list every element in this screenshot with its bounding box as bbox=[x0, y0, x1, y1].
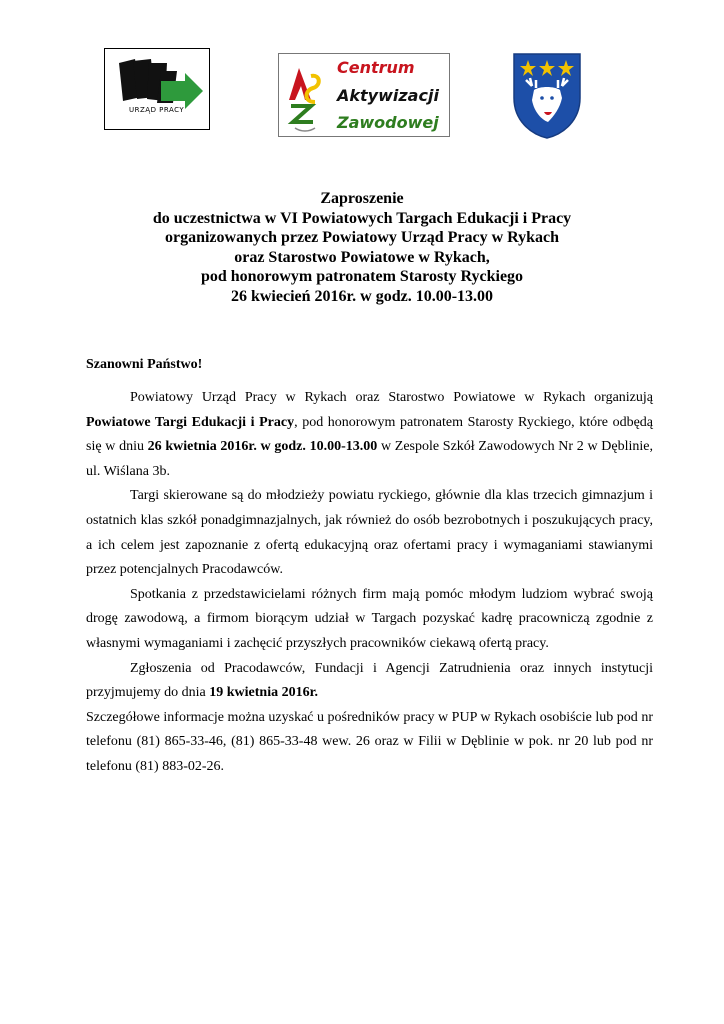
p4-deadline: 19 kwietnia 2016r. bbox=[209, 685, 319, 701]
p4-text-a: Zgłoszenia od Pracodawców, Fundacji i Agencji Zatrudnienia oraz innych instytucji przyjmujemy do dnia bbox=[86, 660, 653, 701]
title-line: organizowanych przez Powiatowy Urząd Pracy w Rykach bbox=[164, 229, 560, 246]
title-line: Zaproszenie bbox=[320, 190, 404, 207]
letter-body bbox=[86, 386, 653, 780]
p1-text-c: , pod honorowym patronatem Starosty Ryckiego, które odbędą się w dniu bbox=[86, 414, 653, 455]
title-line: 26 kwiecień 2016r. w godz. 10.00-13.00 bbox=[230, 287, 494, 305]
paragraph-4 bbox=[86, 657, 653, 706]
paragraph-3: Spotkania z przedstawicielami różnych firm mają pomóc młodym ludziom wybrać swoją drogę zawodową, a firmom biorącym udział w Targach pozyskać kadrę pracowniczą zgodnie z własnymi wymaganiami i zachęcić przyszłych pracowników ciekawą ofertą pracy. bbox=[86, 586, 653, 651]
caz-word-aktywizacji: Aktywizacji bbox=[337, 86, 439, 105]
title-line: pod honorowym patronatem Starosty Ryckiego bbox=[200, 268, 524, 285]
urzad-pracy-logo bbox=[104, 48, 210, 130]
caz-emblem-icon bbox=[281, 56, 333, 136]
caz-word-zawodowej: Zawodowej bbox=[337, 113, 439, 132]
coat-of-arms-deer-icon bbox=[510, 50, 584, 140]
p1-text-a: Powiatowy Urząd Pracy w Rykach oraz Starostwo Powiatowe w Rykach organizują bbox=[130, 390, 653, 405]
caz-word-centrum: Centrum bbox=[337, 58, 415, 77]
title-line: do uczestnictwa w VI Powiatowych Targach Edukacji i Pracy bbox=[152, 209, 572, 227]
urzad-pracy-label: URZĄD PRACY bbox=[129, 106, 185, 114]
greeting: Szanowni Państwo! bbox=[86, 357, 203, 372]
p1-event-name: Powiatowe Targi Edukacji i Pracy bbox=[86, 414, 295, 430]
caz-logo bbox=[278, 53, 450, 137]
title-line: oraz Starostwo Powiatowe w Rykach, bbox=[234, 248, 490, 266]
p1-text-e: w Zespole Szkół Zawodowych Nr 2 w Dęblinie, ul. Wiślana 3b. bbox=[86, 439, 653, 479]
paragraph-5: Szczegółowe informacje można uzyskać u pośredników pracy w PUP w Rykach osobiście lub pod nr telefonu (81) 865-33-46, (81) 865-33-48 wew. 26 oraz w Filii w Dęblinie w pok. nr 20 lub pod nr telefonu (81) 883-02-26. bbox=[86, 709, 653, 774]
invitation-title bbox=[62, 189, 662, 306]
paragraph-2: Targi skierowane są do młodzieży powiatu ryckiego, głównie dla klas trzecich gimnazjum i ostatnich klas szkół ponadgimnazjalnych, jak również do osób bezrobotnych i poszukujących pracy, a ich celem jest zapoznanie z ofertą edukacyjną oraz ofertami pracy i wymaganiami stawianymi przez potencjalnych Pracodawców. bbox=[86, 488, 653, 578]
urzad-pracy-cards-icon bbox=[105, 49, 209, 129]
paragraph-1 bbox=[86, 386, 653, 484]
p1-event-date: 26 kwietnia 2016r. w godz. 10.00-13.00 bbox=[147, 439, 378, 455]
